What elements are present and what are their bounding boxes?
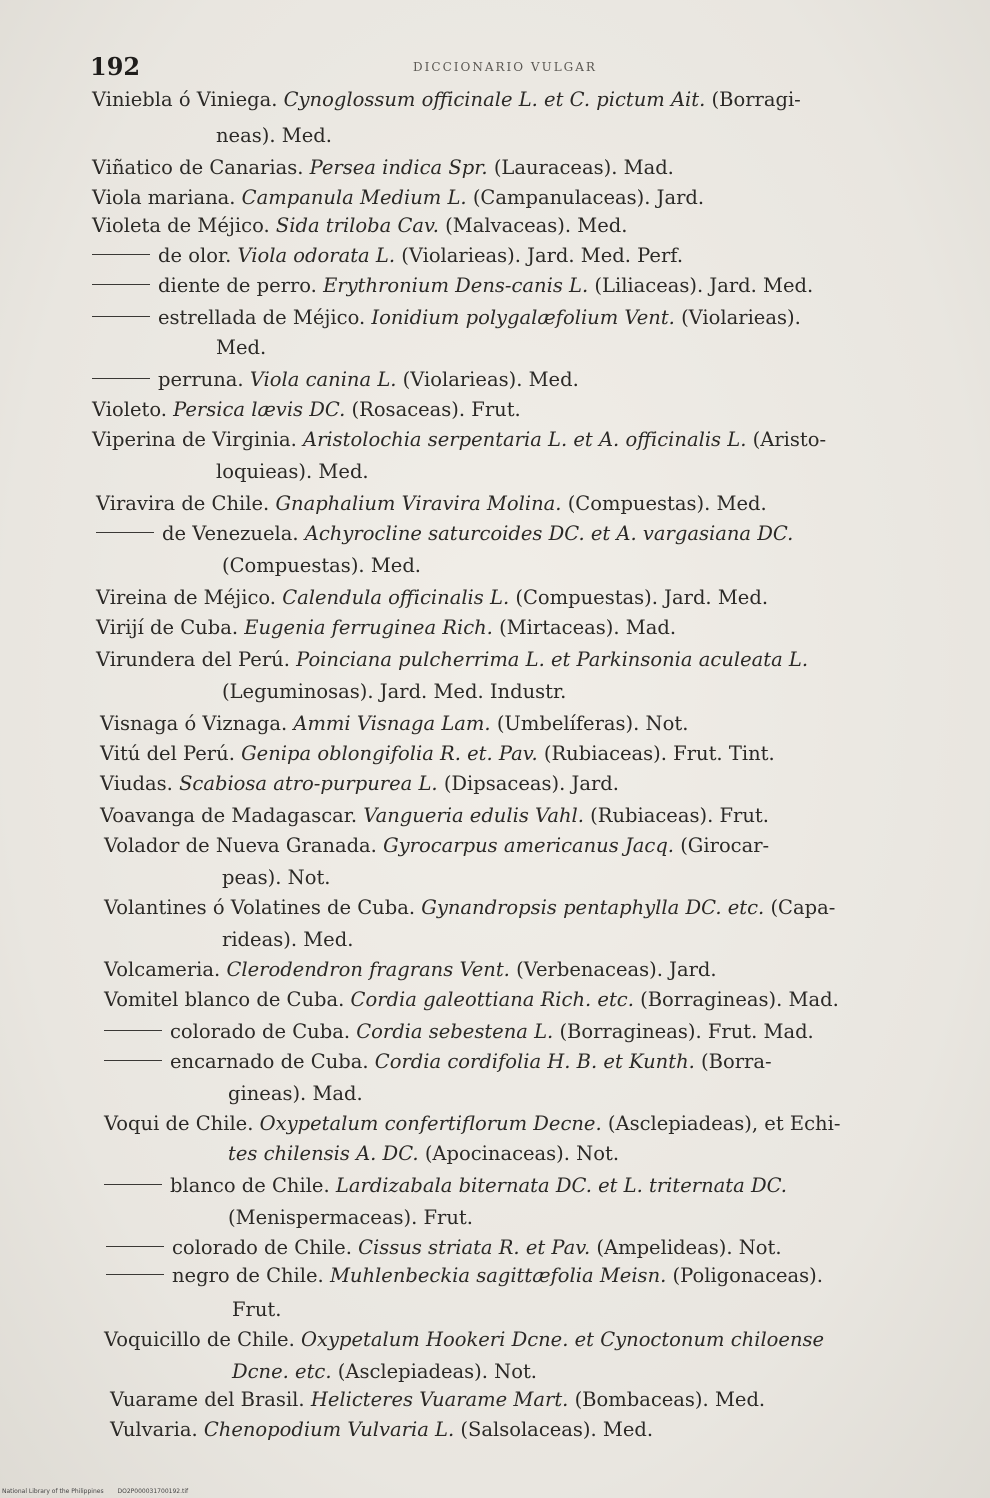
entry-family-uses: (Capa- [770,896,836,919]
dictionary-entry [92,394,521,426]
dictionary-entry [96,644,808,676]
page-header [90,50,920,84]
entry-common-name: Frut. [232,1298,282,1321]
entry-scientific-name: Cordia sebestena L. [356,1020,554,1043]
entry-family-uses: (Poligonaceas). [672,1264,823,1287]
entry-family-uses: (Mirtaceas). Mad. [499,616,677,639]
entry-family-uses: (Borragi- [711,88,801,111]
entry-common-name: Viniebla ó Viniega. [92,88,278,111]
entry-family-uses: (Lauraceas). Mad. [493,156,674,179]
entry-common-name: (Menispermaceas). Frut. [228,1206,473,1229]
ditto-dash [104,1030,162,1031]
entry-scientific-name: Ammi Visnaga Lam. [293,712,491,735]
entry-common-name: Viudas. [100,772,173,795]
entry-scientific-name: Aristolochia serpentaria L. et A. officinalis L. [303,428,747,451]
entry-common-name: Voavanga de Madagascar. [100,804,358,827]
entry-family-uses: (Liliaceas). Jard. Med. [594,274,814,297]
entry-family-uses: (Ampelideas). Not. [596,1236,782,1259]
entry-scientific-name: Ionidium polygalæfolium Vent. [371,306,675,329]
entry-family-uses: (Violarieas). [681,306,801,329]
entry-scientific-name: Persea indica Spr. [309,156,488,179]
dictionary-entry [96,582,768,614]
dictionary-entry [92,424,826,456]
entry-family-uses: (Rubiaceas). Frut. [590,804,769,827]
entry-family-uses: (Violarieas). Med. [402,368,579,391]
entry-common-name: colorado de Chile. [172,1236,352,1259]
entry-common-name: perruna. [158,368,244,391]
entry-scientific-name: Cynoglossum officinale L. et C. pictum Ait. [283,88,706,111]
ditto-dash [92,254,150,255]
entry-family-uses: (Compuestas). Jard. Med. [515,586,769,609]
footer-record: DO2P000031700192.tif [117,1488,189,1495]
entry-family-uses: (Verbenaceas). Jard. [516,958,717,981]
entry-family-uses: (Salsolaceas). Med. [460,1418,654,1441]
entry-scientific-name: Viola odorata L. [237,244,396,267]
dictionary-entry [222,862,331,894]
dictionary-entry [100,800,769,832]
entry-family-uses: (Borragineas). Frut. Mad. [559,1020,814,1043]
dictionary-entry [92,210,628,242]
ditto-dash [92,284,150,285]
entry-scientific-name: Cordia galeottiana Rich. etc. [350,988,634,1011]
entry-family-uses: (Bombaceas). Med. [574,1388,766,1411]
dictionary-entry [104,1046,772,1078]
entry-family-uses: (Umbelíferas). Not. [496,712,689,735]
dictionary-entry [216,332,266,364]
entry-scientific-name: Oxypetalum Hookeri Dcne. et Cynoctonum chiloense [301,1328,825,1351]
entry-common-name: neas). Med. [216,124,332,147]
entry-common-name: Violeto. [92,398,167,421]
dictionary-entry [104,830,769,862]
entry-common-name: Viola mariana. [92,186,236,209]
entry-common-name: (Compuestas). Med. [222,554,422,577]
entry-common-name: Viravira de Chile. [96,492,270,515]
entry-scientific-name: Helicteres Vuarame Mart. [310,1388,569,1411]
entry-common-name: Vuarame del Brasil. [110,1388,305,1411]
dictionary-entry [92,152,674,184]
footer-library: National Library of the Philippines [2,1488,104,1495]
entry-common-name: Volador de Nueva Granada. [104,834,377,857]
dictionary-entry [96,518,793,550]
dictionary-entry [96,488,767,520]
entry-common-name: loquieas). Med. [216,460,369,483]
entry-scientific-name: Gnaphalium Viravira Molina. [275,492,562,515]
dictionary-entry [92,84,801,116]
entry-scientific-name: Muhlenbeckia sagittæfolia Meisn. [329,1264,667,1287]
entry-common-name: de Venezuela. [162,522,299,545]
entry-common-name: Voquicillo de Chile. [104,1328,295,1351]
dictionary-entry [228,1138,619,1170]
entry-family-uses: (Dipsaceas). Jard. [443,772,619,795]
entry-common-name: Violeta de Méjico. [92,214,270,237]
entry-family-uses: (Violarieas). Jard. Med. Perf. [401,244,684,267]
dictionary-entry [110,1414,653,1446]
entry-common-name: (Leguminosas). Jard. Med. Industr. [222,680,567,703]
entry-scientific-name: Poinciana pulcherrima L. et Parkinsonia aculeata L. [296,648,809,671]
dictionary-entry [110,1384,765,1416]
entry-family-uses: (Asclepiadeas), et Echi- [607,1112,841,1135]
dictionary-entry [104,892,835,924]
entry-common-name: estrellada de Méjico. [158,306,366,329]
entry-common-name: Volantines ó Volatines de Cuba. [104,896,416,919]
dictionary-entry [104,954,717,986]
entry-scientific-name: Chenopodium Vulvaria L. [203,1418,455,1441]
ditto-dash [106,1274,164,1275]
entry-scientific-name: Clerodendron fragrans Vent. [226,958,510,981]
entry-scientific-name: Dcne. etc. [232,1360,332,1383]
entry-common-name: Volcameria. [104,958,221,981]
entry-scientific-name: Oxypetalum confertiflorum Decne. [259,1112,602,1135]
dictionary-entry [92,270,813,302]
entry-scientific-name: Vangueria edulis Vahl. [363,804,584,827]
entry-family-uses: (Borragineas). Mad. [640,988,839,1011]
dictionary-entry [104,1324,824,1356]
dictionary-entry [104,1170,787,1202]
entry-family-uses: (Rubiaceas). Frut. Tint. [543,742,775,765]
ditto-dash [96,532,154,533]
dictionary-entry [104,984,839,1016]
scan-footer [2,1488,200,1495]
entry-common-name: rideas). Med. [222,928,354,951]
dictionary-entry [222,676,566,708]
dictionary-entry [232,1294,281,1326]
ditto-dash [104,1184,162,1185]
dictionary-entry [216,120,332,152]
dictionary-entry [92,302,801,334]
entry-scientific-name: Erythronium Dens-canis L. [323,274,589,297]
entry-common-name: Voqui de Chile. [104,1112,254,1135]
dictionary-entry [100,768,619,800]
ditto-dash [106,1246,164,1247]
entry-scientific-name: Gynandropsis pentaphylla DC. etc. [421,896,765,919]
entry-scientific-name: Scabiosa atro-purpurea L. [179,772,438,795]
entry-family-uses: (Rosaceas). Frut. [351,398,521,421]
dictionary-entry [100,708,688,740]
running-head: DICCIONARIO VULGAR [413,60,597,74]
entry-scientific-name: Genipa oblongifolia R. et. Pav. [241,742,538,765]
entry-family-uses: (Compuestas). Med. [567,492,767,515]
dictionary-entry [222,550,421,582]
entry-scientific-name: Campanula Medium L. [241,186,467,209]
dictionary-entry [106,1260,823,1292]
entry-common-name: Vulvaria. [110,1418,198,1441]
entry-common-name: Viñatico de Canarias. [92,156,304,179]
entry-common-name: diente de perro. [158,274,317,297]
entry-family-uses: (Campanulaceas). Jard. [472,186,705,209]
dictionary-entry [228,1078,363,1110]
entry-common-name: Viperina de Virginia. [92,428,297,451]
entry-scientific-name: Achyrocline saturcoides DC. et A. vargasiana DC. [304,522,794,545]
entry-scientific-name: Persica lævis DC. [173,398,346,421]
entry-common-name: Vomitel blanco de Cuba. [104,988,345,1011]
entry-common-name: negro de Chile. [172,1264,324,1287]
dictionary-entry [216,456,369,488]
entry-family-uses: (Aristo- [752,428,827,451]
entry-family-uses: (Borra- [701,1050,772,1073]
dictionary-entry [228,1202,473,1234]
entry-family-uses: (Girocar- [680,834,770,857]
entry-scientific-name: Calendula officinalis L. [282,586,510,609]
entry-scientific-name: Gyrocarpus americanus Jacq. [383,834,674,857]
entry-common-name: Virundera del Perú. [96,648,290,671]
ditto-dash [104,1060,162,1061]
entry-scientific-name: tes chilensis A. DC. [228,1142,419,1165]
dictionary-entry [100,738,775,770]
entry-family-uses: (Asclepiadeas). Not. [337,1360,538,1383]
dictionary-entry [104,1108,840,1140]
entry-common-name: de olor. [158,244,232,267]
entry-scientific-name: Viola canina L. [249,368,397,391]
dictionary-entry [222,924,353,956]
entry-common-name: Vitú del Perú. [100,742,235,765]
entry-family-uses: (Malvaceas). Med. [445,214,628,237]
ditto-dash [92,378,150,379]
entry-common-name: Visnaga ó Viznaga. [100,712,288,735]
entry-common-name: Vireina de Méjico. [96,586,276,609]
entry-common-name: Virijí de Cuba. [96,616,239,639]
dictionary-entry [104,1016,814,1048]
entry-common-name: blanco de Chile. [170,1174,330,1197]
entry-common-name: encarnado de Cuba. [170,1050,369,1073]
entry-common-name: gineas). Mad. [228,1082,363,1105]
entry-scientific-name: Sida triloba Cav. [275,214,439,237]
entry-common-name: peas). Not. [222,866,331,889]
dictionary-entry [92,240,683,272]
entry-scientific-name: Lardizabala biternata DC. et L. triternata DC. [335,1174,788,1197]
entry-scientific-name: Cordia cordifolia H. B. et Kunth. [374,1050,695,1073]
entry-family-uses: (Apocinaceas). Not. [424,1142,620,1165]
entry-common-name: colorado de Cuba. [170,1020,351,1043]
ditto-dash [92,316,150,317]
dictionary-entry [92,364,579,396]
entry-common-name: Med. [216,336,267,359]
dictionary-entry [96,612,676,644]
entry-scientific-name: Eugenia ferruginea Rich. [244,616,493,639]
page-number: 192 [90,52,141,81]
entry-scientific-name: Cissus striata R. et Pav. [358,1236,591,1259]
